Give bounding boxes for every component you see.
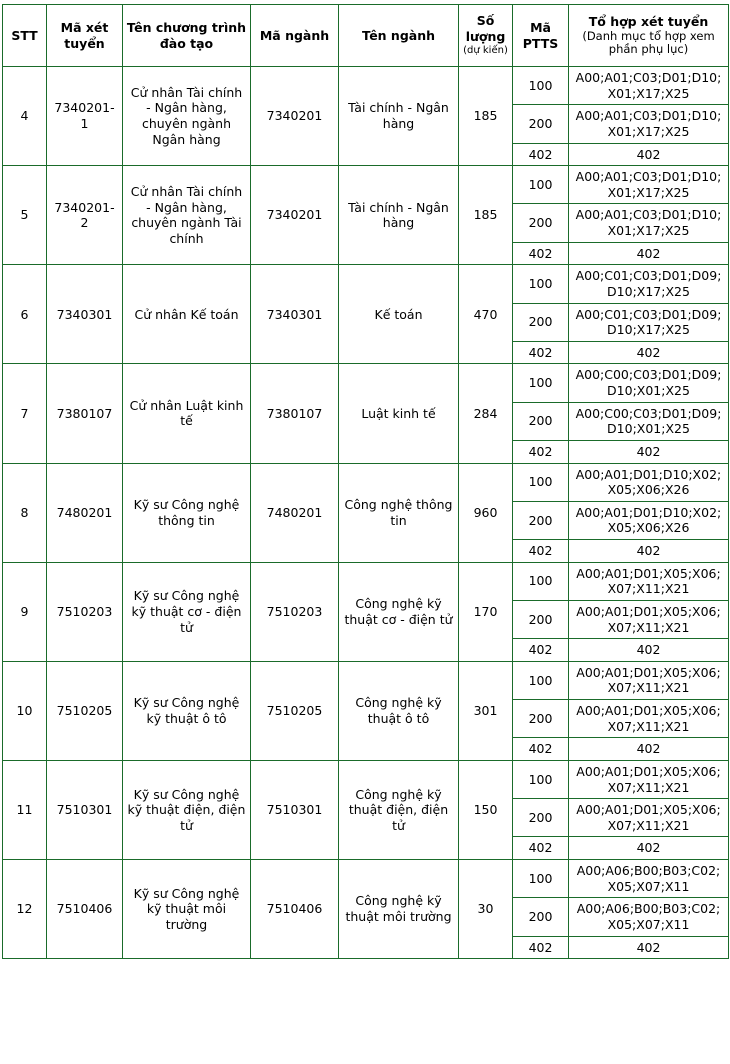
row-program: Cử nhân Tài chính - Ngân hàng, chuyên ngành Ngân hàng [123,67,251,166]
row-program: Kỹ sư Công nghệ kỹ thuật điện, điện tử [123,760,251,859]
row-major: Luật kinh tế [339,364,459,463]
row-quantity: 170 [459,562,513,661]
table-row [3,364,729,402]
header-combo [569,5,729,67]
row-combo: 402 [569,143,729,166]
row-combo: 402 [569,540,729,563]
header-row [3,5,729,67]
row-ptts: 200 [513,600,569,638]
row-ptts: 100 [513,860,569,898]
row-combo: A00;C00;C03;D01;D09;D10;X01;X25 [569,402,729,440]
row-major: Kế toán [339,265,459,364]
row-combo: A00;A01;D01;X05;X06;X07;X11;X21 [569,661,729,699]
row-combo: A00;A01;D01;X05;X06;X07;X11;X21 [569,760,729,798]
row-stt: 6 [3,265,47,364]
row-quantity: 470 [459,265,513,364]
row-ptts: 200 [513,501,569,539]
row-stt: 8 [3,463,47,562]
row-ptts: 402 [513,341,569,364]
header-combo-note: (Danh mục tổ hợp xem phần phụ lục) [582,28,715,57]
row-combo: A00;A01;D01;D10;X02;X05;X06;X26 [569,501,729,539]
row-major: Tài chính - Ngân hàng [339,67,459,166]
row-quantity: 185 [459,166,513,265]
row-ptts: 200 [513,799,569,837]
header-major-code: Mã ngành [251,5,339,67]
row-ptts: 100 [513,562,569,600]
row-major-code: 7340201 [251,166,339,265]
row-combo: 402 [569,242,729,265]
row-ptts: 100 [513,166,569,204]
row-code: 7340301 [47,265,123,364]
row-stt: 7 [3,364,47,463]
table-header [3,5,729,67]
row-combo: A00;A01;D01;X05;X06;X07;X11;X21 [569,799,729,837]
table-row [3,265,729,303]
row-major: Công nghệ kỹ thuật điện, điện tử [339,760,459,859]
row-ptts: 200 [513,303,569,341]
row-major-code: 7480201 [251,463,339,562]
row-major-code: 7510205 [251,661,339,760]
row-ptts: 402 [513,738,569,761]
row-code: 7340201-1 [47,67,123,166]
row-combo: A00;A01;D01;X05;X06;X07;X11;X21 [569,562,729,600]
row-program: Kỹ sư Công nghệ kỹ thuật môi trường [123,860,251,959]
row-quantity: 960 [459,463,513,562]
row-ptts: 402 [513,639,569,662]
row-combo: 402 [569,837,729,860]
header-quantity-label: Số lượng [465,13,506,44]
row-combo: A00;A01;D01;X05;X06;X07;X11;X21 [569,700,729,738]
table-row [3,661,729,699]
row-combo: 402 [569,639,729,662]
row-major-code: 7340201 [251,67,339,166]
row-major: Công nghệ kỹ thuật môi trường [339,860,459,959]
row-ptts: 100 [513,661,569,699]
table-row [3,463,729,501]
row-program: Cử nhân Kế toán [123,265,251,364]
row-combo: A00;C00;C03;D01;D09;D10;X01;X25 [569,364,729,402]
row-stt: 11 [3,760,47,859]
row-quantity: 30 [459,860,513,959]
row-code: 7510203 [47,562,123,661]
row-ptts: 402 [513,242,569,265]
row-stt: 4 [3,67,47,166]
table-body [3,67,729,959]
row-stt: 10 [3,661,47,760]
row-major-code: 7510203 [251,562,339,661]
row-ptts: 200 [513,700,569,738]
header-program: Tên chương trình đào tạo [123,5,251,67]
row-stt: 9 [3,562,47,661]
row-combo: A00;A01;D01;X05;X06;X07;X11;X21 [569,600,729,638]
row-combo: A00;A01;D01;D10;X02;X05;X06;X26 [569,463,729,501]
row-combo: A00;C01;C03;D01;D09;D10;X17;X25 [569,303,729,341]
row-major-code: 7340301 [251,265,339,364]
table-row [3,860,729,898]
admissions-table [2,4,729,959]
row-stt: 12 [3,860,47,959]
row-quantity: 284 [459,364,513,463]
row-combo: 402 [569,440,729,463]
row-combo: A00;A01;C03;D01;D10;X01;X17;X25 [569,166,729,204]
row-major: Tài chính - Ngân hàng [339,166,459,265]
header-ptts: Mã PTTS [513,5,569,67]
row-stt: 5 [3,166,47,265]
table-row [3,67,729,105]
row-ptts: 100 [513,265,569,303]
row-ptts: 200 [513,402,569,440]
header-major: Tên ngành [339,5,459,67]
row-program: Cử nhân Luật kinh tế [123,364,251,463]
row-ptts: 402 [513,143,569,166]
row-ptts: 200 [513,204,569,242]
row-combo: A00;A01;C03;D01;D10;X01;X17;X25 [569,105,729,143]
table-row [3,760,729,798]
row-ptts: 100 [513,463,569,501]
row-ptts: 402 [513,540,569,563]
row-code: 7510205 [47,661,123,760]
row-major-code: 7510301 [251,760,339,859]
row-quantity: 301 [459,661,513,760]
row-combo: A00;A06;B00;B03;C02;X05;X07;X11 [569,898,729,936]
row-ptts: 200 [513,105,569,143]
table-row [3,166,729,204]
row-major-code: 7510406 [251,860,339,959]
row-code: 7510406 [47,860,123,959]
row-code: 7510301 [47,760,123,859]
header-code: Mã xét tuyển [47,5,123,67]
row-major: Công nghệ thông tin [339,463,459,562]
row-combo: 402 [569,738,729,761]
row-program: Cử nhân Tài chính - Ngân hàng, chuyên ngành Tài chính [123,166,251,265]
row-quantity: 185 [459,67,513,166]
row-major: Công nghệ kỹ thuật ô tô [339,661,459,760]
row-ptts: 402 [513,936,569,959]
header-combo-label: Tổ hợp xét tuyển [588,13,709,29]
row-code: 7340201-2 [47,166,123,265]
row-program: Kỹ sư Công nghệ kỹ thuật cơ - điện tử [123,562,251,661]
table-row [3,562,729,600]
row-ptts: 200 [513,898,569,936]
row-combo: 402 [569,341,729,364]
row-combo: A00;C01;C03;D01;D09;D10;X17;X25 [569,265,729,303]
row-combo: A00;A01;C03;D01;D10;X01;X17;X25 [569,204,729,242]
row-ptts: 402 [513,440,569,463]
row-major-code: 7380107 [251,364,339,463]
row-combo: 402 [569,936,729,959]
row-ptts: 100 [513,364,569,402]
row-program: Kỹ sư Công nghệ thông tin [123,463,251,562]
row-ptts: 100 [513,67,569,105]
row-major: Công nghệ kỹ thuật cơ - điện tử [339,562,459,661]
header-quantity-note: (dự kiến) [463,45,508,57]
row-program: Kỹ sư Công nghệ kỹ thuật ô tô [123,661,251,760]
row-code: 7480201 [47,463,123,562]
header-stt: STT [3,5,47,67]
row-code: 7380107 [47,364,123,463]
row-ptts: 402 [513,837,569,860]
row-combo: A00;A01;C03;D01;D10;X01;X17;X25 [569,67,729,105]
row-ptts: 100 [513,760,569,798]
row-combo: A00;A06;B00;B03;C02;X05;X07;X11 [569,860,729,898]
header-quantity [459,5,513,67]
row-quantity: 150 [459,760,513,859]
